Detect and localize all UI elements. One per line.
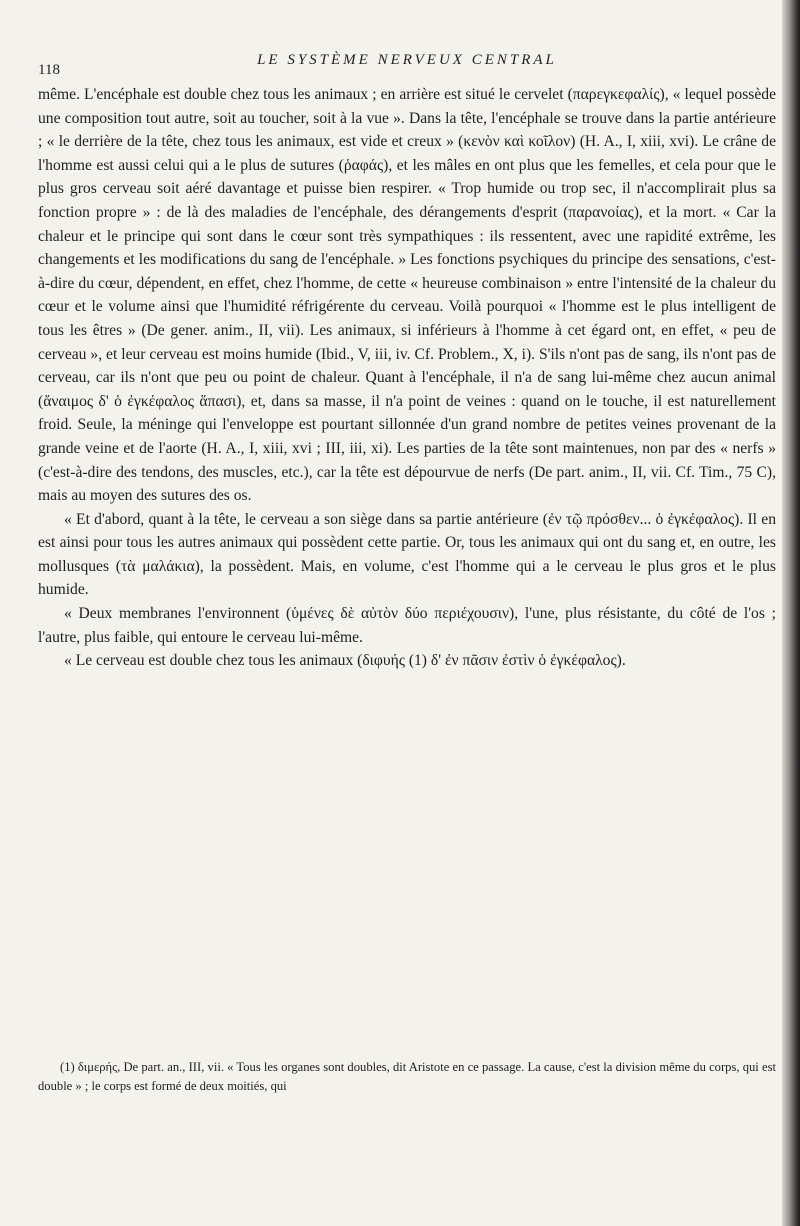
page-header <box>38 52 776 80</box>
page-edge-shadow <box>782 0 800 1226</box>
footnote: (1) διμερής, De part. an., III, vii. « Tous les organes sont doubles, dit Aristote en ce passage. La cause, c'est la division même du corps, qui est double » ; le corps est formé de deux moitiés, qui <box>38 1060 776 1093</box>
body-text <box>38 83 776 673</box>
paragraph: « Le cerveau est double chez tous les animaux (διφυής (1) δ' ἐν πᾶσιν ἐστὶν ὁ ἐγκέφαλος). <box>64 652 626 670</box>
paragraph: « Deux membranes l'environnent (ὑμένες δὲ αὐτὸν δύο περιέχουσιν), l'une, plus résistante, du côté de l'os ; l'autre, plus faible, qui entoure le cerveau lui-même. <box>38 605 776 646</box>
paragraph: même. L'encéphale est double chez tous les animaux ; en arrière est situé le cervelet (παρεγκεφαλίς), « lequel possède une composition tout autre, soit au toucher, soit à la vue ». Dans la tête, l'encéphale se trouve dans la partie antérieure ; « le derrière de la tête, chez tous les animaux, est vide et creux » (κενὸν καὶ κοῖλον) (H. A., I, xiii, xvi). Le crâne de l'homme est aussi celui qui a le plus de sutures (ῥαφάς), et les mâles en ont plus que les femelles, et cela pour que le plus gros cerveau soit aéré davantage et puisse bien respirer. « Trop humide ou trop sec, il n'accomplirait plus sa fonction propre » : de là des maladies de l'encéphale, des dérangements d'esprit (παρανοίας), et la mort. « Car la chaleur et le principe qui sont dans le cœur sont très sympathiques : ils ressentent, avec une rapidité extrême, les changements et les modifications du sang de l'encéphale. » Les fonctions psychiques du principe des sensations, c'est-à-dire du cœur, dépendent, en effet, chez l'homme, de cette « heureuse combinaison » entre l'intensité de la chaleur du cœur et le volume ainsi que l'humidité réfrigérente du cerveau. Voilà pourquoi « l'homme est le plus intelligent de tous les êtres » (De gener. anim., II, vii). Les animaux, si inférieurs à l'homme à cet égard ont, en effet, « peu de cerveau », et leur cerveau est moins humide (Ibid., V, iii, iv. Cf. Problem., X, i). S'ils n'ont pas de sang, ils n'ont pas de cerveau, car ils n'ont que peu ou point de chaleur. Quant à l'encéphale, il n'a de sang lui-même chez aucun animal (ἄναιμος δ' ὁ ἐγκέφαλος ἅπασι), et, dans sa masse, il n'a point de veines : quand on le touche, il est naturellement froid. Seule, la méninge qui l'enveloppe est pourtant sillonnée d'un grand nombre de petites veines provenant de la grande veine et de l'aorte (H. A., I, xiii, xvi ; III, iii, xi). Les parties de la tête sont maintenues, non par des « nerfs » (c'est-à-dire des tendons, des muscles, etc.), car la tête est dépourvue de nerfs (De part. anim., II, vii. Cf. Tim., 75 C), mais au moyen des sutures des os. <box>38 86 776 505</box>
paragraph: « Et d'abord, quant à la tête, le cerveau a son siège dans sa partie antérieure (ἐν τῷ πρόσθεν... ὁ ἐγκέφαλος). Il en est ainsi pour tous les autres animaux qui possèdent cette partie. Or, tous les animaux qui ont du sang et, en outre, les mollusques (τὰ μαλάκια), la possèdent. Mais, en volume, c'est l'homme qui a le cerveau le plus gros et le plus humide. <box>38 510 776 599</box>
page-number: 118 <box>38 62 60 78</box>
footnotes <box>38 1058 776 1096</box>
running-title: LE SYSTÈME NERVEUX CENTRAL <box>257 52 557 68</box>
